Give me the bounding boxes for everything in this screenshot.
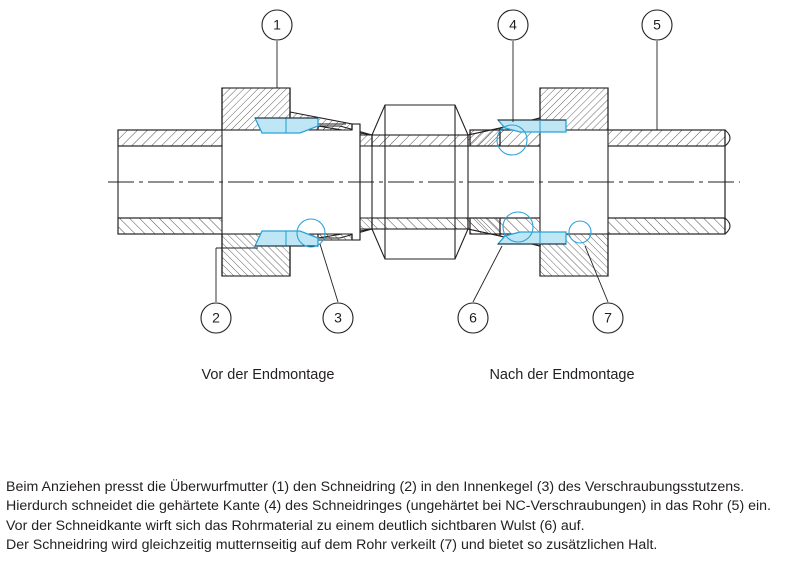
description-line-1: Beim Anziehen presst die Überwurfmutter (1) den Schneidring (2) in den Innenkegel (3) des Verschraubungsstutzens. [6, 479, 745, 495]
callout-label: 2 [212, 309, 220, 326]
callout-3 [323, 303, 353, 333]
callout-label: 4 [509, 16, 517, 33]
callout-label: 5 [653, 16, 661, 33]
description-line-4: Der Schneidring wird gleichzeitig mutternseitig auf dem Rohr verkeilt (7) und bietet so zusätzlichen Halt. [6, 536, 658, 553]
description-line-2: Hierdurch schneidet die gehärtete Kante (4) des Schneidringes (ungehärtet bei NC-Verschraubungen) in das Rohr (5) ein. [6, 498, 771, 515]
callout-6 [458, 303, 488, 333]
callout-label: 3 [334, 309, 342, 326]
description-block [6, 478, 796, 555]
callout-7 [593, 303, 623, 333]
caption-after-assembly: Nach der Endmontage [489, 367, 635, 383]
description-line-3: Vor der Schneidkante wirft sich das Rohrmaterial zu einem deutlich sichtbaren Wulst (6) auf. [6, 517, 585, 534]
callout-1 [262, 10, 292, 40]
callout-label: 6 [469, 309, 477, 326]
callout-4 [498, 10, 528, 40]
callout-label: 1 [273, 16, 281, 33]
callout-2 [201, 303, 231, 333]
callout-label: 7 [604, 309, 612, 326]
caption-before-assembly: Vor der Endmontage [201, 367, 335, 383]
callout-5 [642, 10, 672, 40]
